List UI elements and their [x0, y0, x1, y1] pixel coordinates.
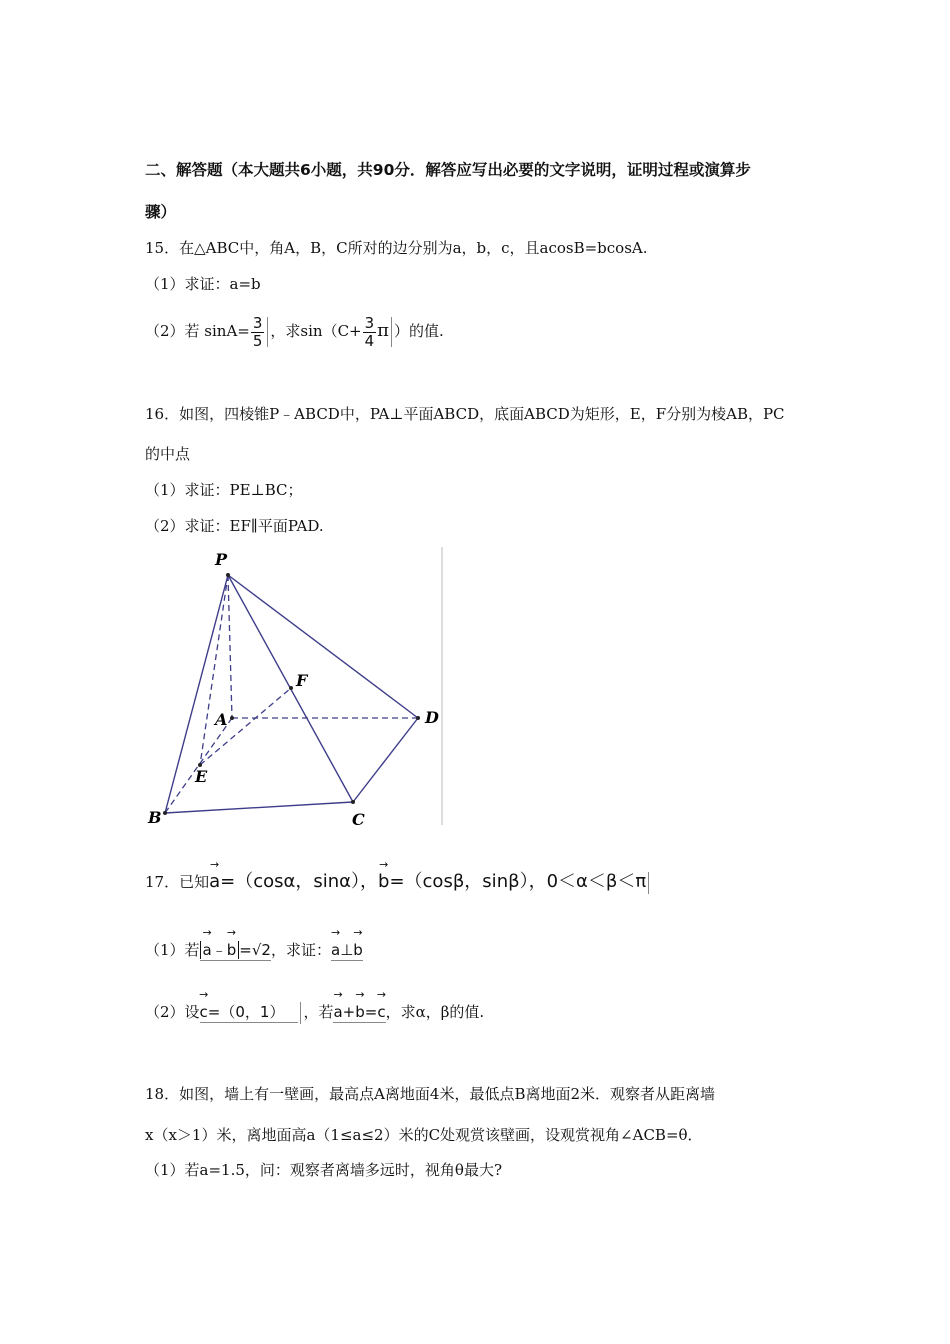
- label-P: P: [215, 550, 228, 569]
- q17-part1-prefix: （1）若: [145, 941, 200, 959]
- label-A: A: [215, 710, 228, 729]
- segment-PE: [200, 575, 228, 765]
- magnitude-a-minus-b: → a﹣→ b: [200, 941, 240, 959]
- q15-part1: （1）求证：a=b: [145, 275, 261, 293]
- edge-PD: [228, 575, 418, 718]
- edge-CD: [353, 718, 418, 802]
- segment-EF: [200, 688, 291, 765]
- fraction-3-5: $\frac{3}{5}$: [252, 313, 263, 350]
- point-B: [163, 811, 167, 815]
- q17-part2: [145, 1002, 484, 1024]
- q16-stem-line2: 的中点: [145, 445, 191, 463]
- q17-part1-perp: → a⊥→ b: [331, 941, 363, 961]
- pyramid-figure: [145, 545, 445, 827]
- q17-part1-condition: → a﹣→ b =√2: [200, 941, 271, 961]
- q17-stem: [145, 872, 651, 894]
- q17-part2-prefix: （2）设: [145, 1003, 200, 1021]
- label-B: B: [148, 808, 162, 827]
- q17-part1: [145, 940, 363, 960]
- section-heading-line1: 二、解答题（本大题共6小题，共90分．解答应写出必要的文字说明，证明过程或演算步: [145, 161, 751, 179]
- q15-part2: [145, 313, 444, 349]
- q17-part2-suffix: ，求α，β的值.: [385, 1003, 485, 1021]
- vector-a: → a: [209, 872, 220, 892]
- equation-edge: [267, 317, 268, 347]
- label-E: E: [195, 767, 208, 786]
- q15-stem: 15．在△ABC中，角A，B，C所对的边分别为a，b，c，且acosB=bcosA.: [145, 239, 648, 257]
- label-D: D: [425, 708, 439, 727]
- vector-sum: → a+→ b=→ c: [333, 1003, 385, 1023]
- q18-stem-line2: x（x＞1）米，离地面高a（1≤a≤2）米的C处观赏该壁画，设观赏视角∠ACB=θ．: [145, 1126, 703, 1144]
- pi-symbol: π: [377, 320, 390, 341]
- point-D: [416, 716, 420, 720]
- q18-part1: （1）若a=1.5，问：观察者离墙多远时，视角θ最大?: [145, 1161, 502, 1179]
- fraction-3-4: $\frac{3}{4}$: [364, 313, 375, 350]
- point-A: [230, 716, 234, 720]
- label-C: C: [352, 810, 365, 827]
- q15-part2-mid: ，求sin（C+: [270, 322, 362, 340]
- q16-stem-line1: 16．如图，四棱锥P﹣ABCD中，PA⊥平面ABCD，底面ABCD为矩形，E，F分别为棱AB，PC: [145, 405, 785, 423]
- point-P: [226, 573, 230, 577]
- equation-edge: [300, 1002, 301, 1024]
- q17-part2-mid: ，若: [303, 1003, 334, 1021]
- point-C: [351, 800, 355, 804]
- q15-part2-suffix: ）的值.: [394, 322, 444, 340]
- vector-c-definition: → c=（0，1）: [200, 1003, 299, 1023]
- q16-part2: （2）求证：EF∥平面PAD.: [145, 517, 324, 535]
- edge-PA: [228, 575, 232, 718]
- section-heading-line2: 骤）: [145, 203, 177, 221]
- q18-stem-line1: 18．如图，墙上有一壁画，最高点A离地面4米，最低点B离地面2米．观察者从距离墙: [145, 1085, 716, 1103]
- q16-part1: （1）求证：PE⊥BC；: [145, 481, 303, 499]
- equation-edge: [648, 872, 649, 894]
- edge-BC: [165, 802, 353, 813]
- q17-prefix: 17．已知: [145, 873, 210, 891]
- equation-edge: [391, 317, 392, 347]
- q15-part2-prefix: （2）若 sinA=: [145, 322, 250, 340]
- label-F: F: [296, 671, 308, 690]
- q17-formula: → a=（cosα，sinα），→ b=（cosβ，sinβ），0＜α＜β＜π: [209, 871, 646, 892]
- point-F: [289, 686, 293, 690]
- q17-part1-mid: ，求证：: [270, 941, 331, 959]
- vector-b: → b: [378, 872, 389, 892]
